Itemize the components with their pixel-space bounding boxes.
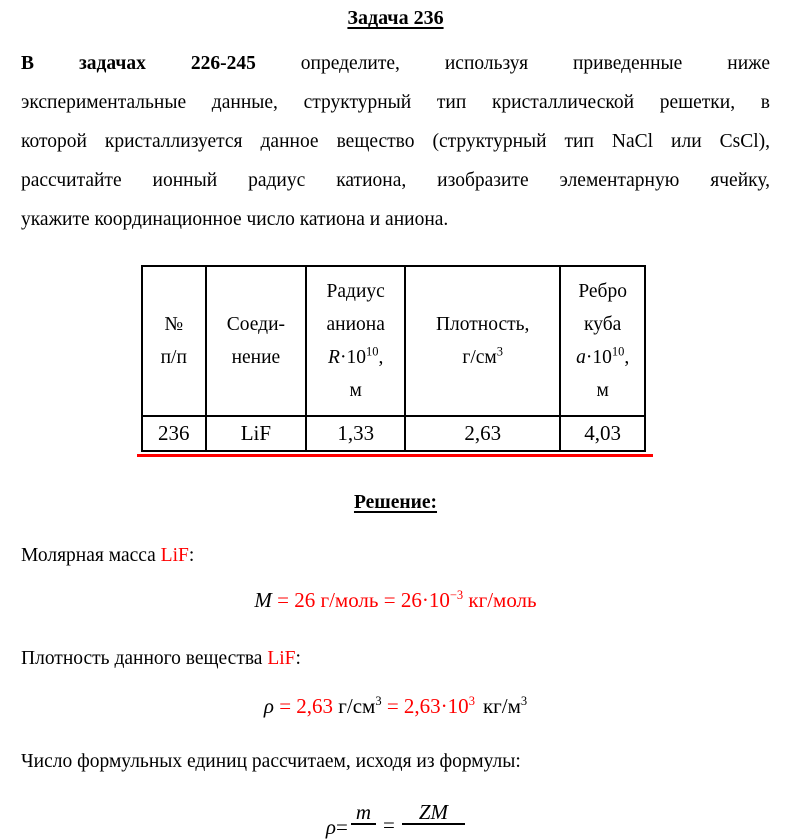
problem-paragraph [21, 44, 770, 239]
radius-symbol-line: $R\cdot 10^{10}$, [328, 344, 384, 368]
red-underline [137, 454, 653, 457]
table-data-row [142, 416, 645, 451]
page-title [0, 7, 791, 30]
table-header-cube-edge: Ребро куба $a\cdot 10^{10}$, м [560, 266, 645, 416]
problem-line-5: укажите координационное число катиона и аниона. [21, 209, 449, 230]
table-header-row [142, 266, 645, 416]
table-header-compound: Соеди- нение [206, 266, 307, 416]
table-header-anion-radius: Радиус аниона $R\cdot 10^{10}$, м [306, 266, 405, 416]
compound-lif-red-2: LiF [267, 648, 296, 669]
edge-symbol-line: $a\cdot 10^{10}$, [576, 344, 630, 368]
table-header-num: № п/п [142, 266, 206, 416]
rho-var: ρ [263, 694, 274, 718]
problem-line-4: рассчитайте ионный радиус катиона, изобразите элементарную ячейку, [21, 170, 770, 191]
problem-line-1 [21, 44, 770, 83]
problem-line-2: экспериментальные данные, структурный тип кристаллической решетки, в [21, 92, 770, 113]
cell-cube-edge: 4,03 [560, 416, 645, 451]
density-unit-line: $г/см^3$ [462, 344, 504, 368]
compound-lif-red: LiF [160, 545, 189, 566]
page-title-text: Задача 236 [347, 7, 444, 29]
solution-heading-text: Решение: [353, 492, 438, 513]
fraction-zm: ZM [402, 801, 465, 825]
problem-line-1-rest: определите, используя приведенные ниже [300, 53, 770, 74]
molar-var: M [254, 588, 272, 612]
cell-anion-radius: 1,33 [306, 416, 405, 451]
problem-line-3: которой кристаллизуется данное вещество (структурный тип NaCl или CsCl), [21, 131, 770, 152]
molar-mass-line: Молярная масса LiF: [21, 545, 195, 566]
fraction-m: m [351, 801, 376, 825]
z-intro-line: Число формульных единиц рассчитаем, исходя из формулы: [21, 751, 521, 772]
problem-line-1-bold: В задачах 226-245 [21, 53, 256, 74]
data-table [141, 265, 646, 452]
table-header-density: Плотность, $г/см^3$ [405, 266, 560, 416]
final-formula-lhs: ρ= [325, 815, 348, 839]
cell-compound: LiF [206, 416, 307, 451]
final-formula-equals: = [383, 813, 395, 837]
cell-problem-number: 236 [142, 416, 206, 451]
density-line: Плотность данного вещества LiF: [21, 648, 301, 669]
final-formula [0, 800, 791, 838]
density-formula: ρ = 2,63 $г/см^3 = 2,63\cdot 10^3$ $кг/м^3$ [263, 694, 528, 718]
cell-density: 2,63 [405, 416, 560, 451]
solution-heading [0, 492, 791, 514]
molar-mass-formula: M = 26 г/моль = $26\cdot 10^{-3}$ кг/моль [254, 588, 537, 612]
